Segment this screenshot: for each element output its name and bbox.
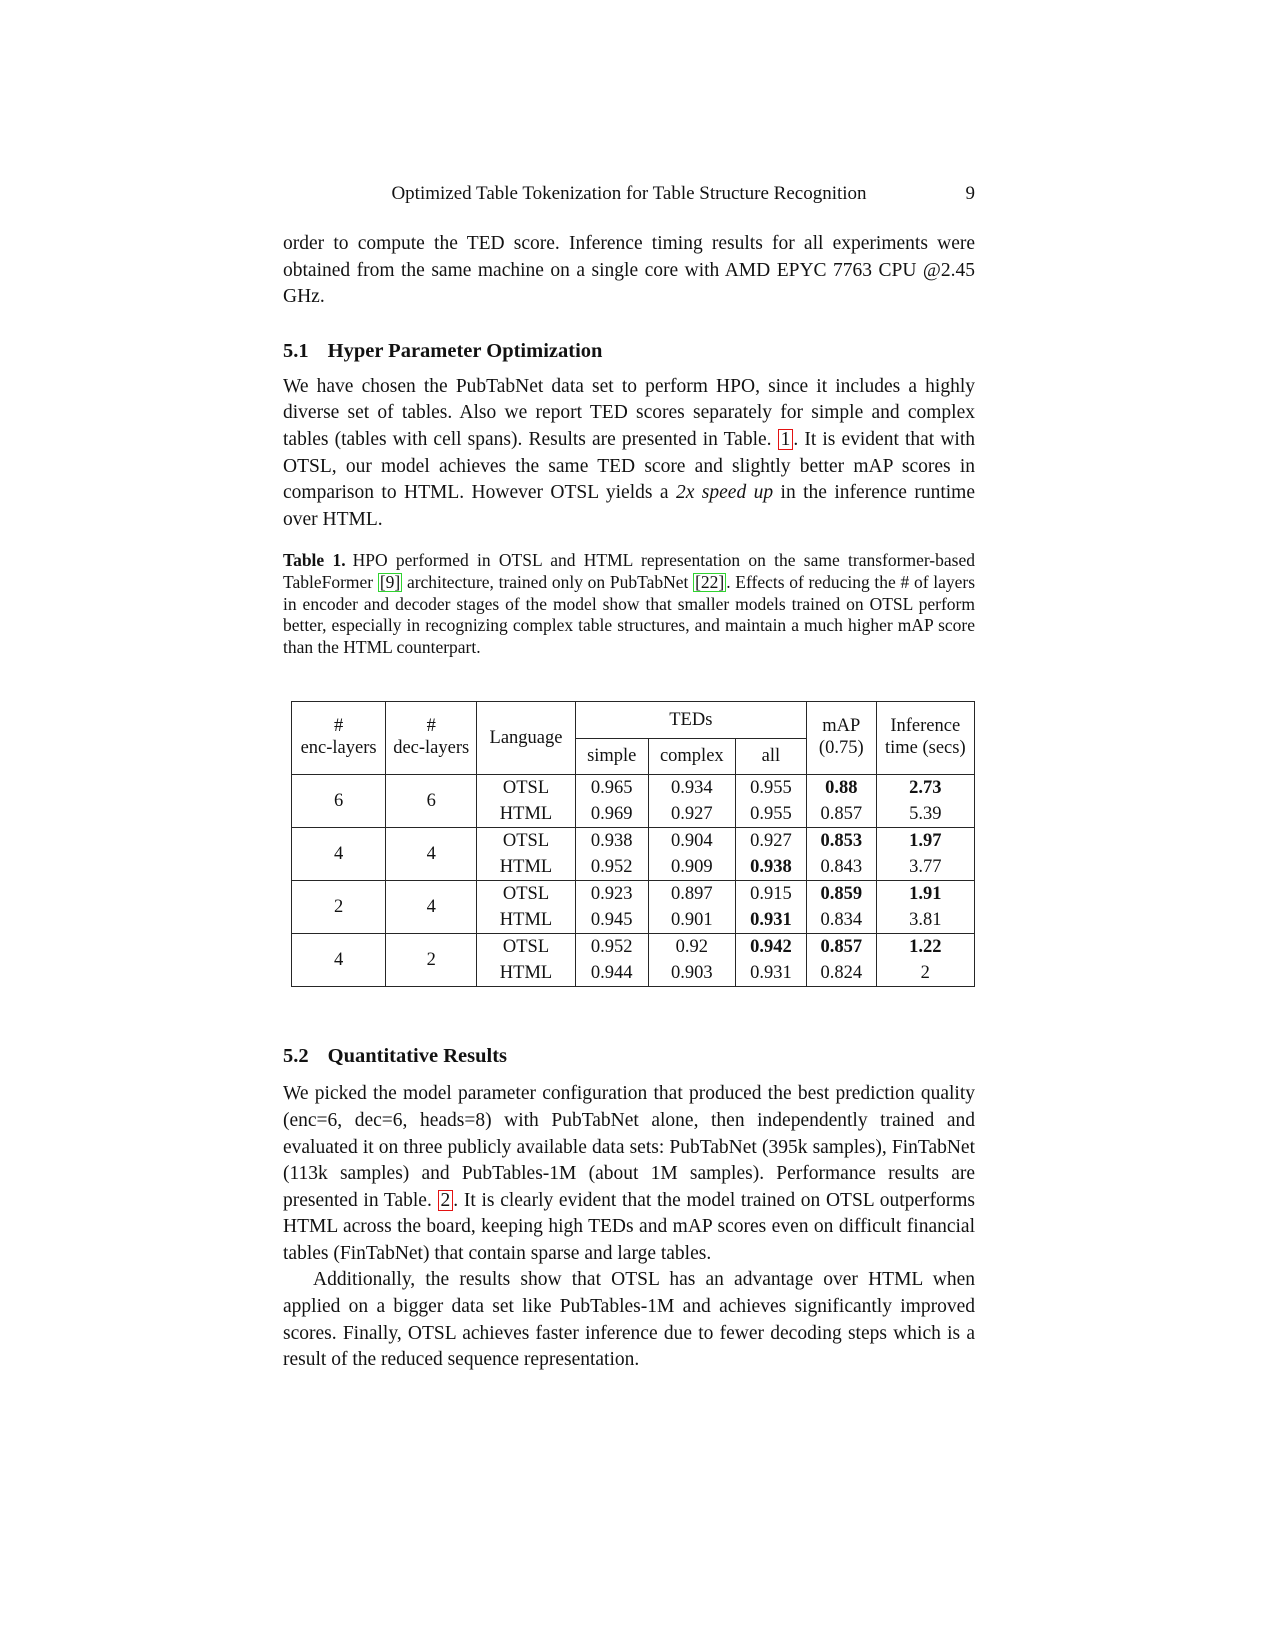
citation-link[interactable]: [9]: [379, 571, 401, 592]
col-header-map-line2: (0.75): [818, 738, 864, 759]
cell-simple: 0.965: [575, 775, 648, 802]
cell-simple: 0.945: [575, 907, 648, 934]
cell-complex: 0.909: [648, 854, 735, 881]
cell-all: 0.938: [735, 854, 806, 881]
col-header-map-line1: mAP: [822, 716, 861, 737]
section-5-2-title: Quantitative Results: [327, 1045, 507, 1068]
cell-dec-layers: 6: [386, 775, 477, 828]
table-1: [291, 701, 975, 987]
cell-all: 0.931: [735, 960, 806, 987]
col-header-dec-layers: [386, 702, 477, 775]
cell-language: OTSL: [477, 775, 575, 802]
cell-time: 1.91: [876, 881, 974, 908]
cell-complex: 0.92: [648, 934, 735, 961]
col-header-language: Language: [477, 702, 575, 775]
cell-map: 0.857: [806, 934, 876, 961]
cell-simple: 0.969: [575, 801, 648, 828]
cell-map: 0.834: [806, 907, 876, 934]
section-5-1-heading: [283, 338, 975, 364]
cell-time: 2: [876, 960, 974, 987]
cell-map: 0.843: [806, 854, 876, 881]
text-segment: architecture, trained only on PubTabNet: [402, 571, 694, 592]
section-5-1-title: Hyper Parameter Optimization: [327, 339, 603, 362]
cell-map: 0.824: [806, 960, 876, 987]
cell-map: 0.88: [806, 775, 876, 802]
col-header-teds-all: all: [735, 739, 806, 775]
cell-dec-layers: 4: [386, 828, 477, 881]
cell-map: 0.853: [806, 828, 876, 855]
cell-time: 5.39: [876, 801, 974, 828]
cell-simple: 0.923: [575, 881, 648, 908]
running-title: Optimized Table Tokenization for Table Structure Recognition: [391, 183, 867, 204]
cell-language: HTML: [477, 907, 575, 934]
text-segment: HPO performed in OTSL and HTML representation on the same transformer-based TableFormer: [283, 550, 975, 592]
citation-link[interactable]: [22]: [695, 571, 725, 592]
emphasized-text: 2x speed up: [675, 482, 774, 504]
cell-simple: 0.952: [575, 854, 648, 881]
cell-all: 0.931: [735, 907, 806, 934]
section-5-1-number: 5.1: [283, 339, 309, 362]
col-header-enc-line2: enc-layers: [300, 738, 377, 759]
col-header-dec-line1: #: [426, 716, 436, 737]
text-segment: . It is evident that with OTSL, our model achieves the same TED score and slightly better mAP scores in comparison to HTML. However OTSL yields a: [283, 428, 975, 504]
intro-paragraph: order to compute the TED score. Inference timing results for all experiments were obtained from the same machine on a single core with AMD EPYC 7763 CPU @2.45 GHz.: [283, 233, 975, 308]
col-header-enc-line1: #: [333, 716, 344, 737]
cell-map: 0.857: [806, 801, 876, 828]
col-header-teds: TEDs: [575, 702, 806, 739]
cell-simple: 0.938: [575, 828, 648, 855]
col-header-enc-layers: [292, 702, 386, 775]
cell-complex: 0.927: [648, 801, 735, 828]
cell-complex: 0.901: [648, 907, 735, 934]
table-ref-link[interactable]: 2: [438, 1190, 454, 1212]
table-1-caption-label: Table 1.: [283, 550, 346, 571]
cell-dec-layers: 4: [386, 881, 477, 934]
section-5-2-paragraph-1: [283, 1081, 975, 1267]
cell-dec-layers: 2: [386, 934, 477, 987]
col-header-inference-line1: Inference: [890, 716, 961, 737]
section-5-1-paragraph: [283, 374, 975, 534]
table-1-caption-text: [283, 550, 975, 656]
running-head: [283, 183, 975, 209]
cell-complex: 0.903: [648, 960, 735, 987]
section-5-2-heading: [283, 1043, 975, 1069]
cell-time: 1.97: [876, 828, 974, 855]
table-ref-link[interactable]: 1: [778, 429, 794, 451]
cell-all: 0.942: [735, 934, 806, 961]
cell-language: HTML: [477, 960, 575, 987]
cell-time: 3.77: [876, 854, 974, 881]
cell-map: 0.859: [806, 881, 876, 908]
col-header-inference: [876, 702, 974, 775]
cell-all: 0.955: [735, 801, 806, 828]
text-column: [283, 183, 975, 1374]
col-header-teds-complex: complex: [648, 739, 735, 775]
page-number: 9: [965, 183, 975, 204]
cell-complex: 0.897: [648, 881, 735, 908]
text-segment: We have chosen the PubTabNet data set to perform HPO, since it includes a highly diverse set of tables. Also we report TED scores separately for simple and complex tables (tables with cell spans). Results are presented in Table.: [283, 375, 975, 450]
col-header-dec-line2: dec-layers: [393, 738, 470, 759]
cell-enc-layers: 6: [292, 775, 386, 828]
cell-time: 2.73: [876, 775, 974, 802]
cell-simple: 0.944: [575, 960, 648, 987]
table-1-header: [292, 702, 975, 775]
text-segment: We picked the model parameter configuration that produced the best prediction quality (enc=6, dec=6, heads=8) with PubTabNet alone, then independently trained and evaluated it on three publicly available data sets: PubTabNet (395k samples), FinTabNet (113k samples) and PubTables-1M (about 1M samples). Performance results are presented in Table.: [283, 1083, 975, 1211]
col-header-map: [806, 702, 876, 775]
cell-enc-layers: 4: [292, 828, 386, 881]
cell-all: 0.927: [735, 828, 806, 855]
section-5-2-paragraph-2: Additionally, the results show that OTSL has an advantage over HTML when applied on a bigger data set like PubTables-1M and achieves significantly improved scores. Finally, OTSL achieves faster inference due to fewer decoding steps which is a result of the reduced sequence representation.: [283, 1269, 975, 1371]
table-row: [292, 881, 975, 908]
cell-enc-layers: 2: [292, 881, 386, 934]
cell-simple: 0.952: [575, 934, 648, 961]
cell-language: HTML: [477, 854, 575, 881]
cell-language: OTSL: [477, 934, 575, 961]
cell-complex: 0.904: [648, 828, 735, 855]
table-row: [292, 828, 975, 855]
cell-time: 1.22: [876, 934, 974, 961]
table-1-caption: [283, 550, 975, 658]
cell-all: 0.915: [735, 881, 806, 908]
cell-language: OTSL: [477, 828, 575, 855]
col-header-teds-simple: simple: [575, 739, 648, 775]
cell-time: 3.81: [876, 907, 974, 934]
cell-language: OTSL: [477, 881, 575, 908]
table-1-body: [292, 775, 975, 987]
text-segment: . Effects of reducing the # of layers in encoder and decoder stages of the model show that smaller models trained on OTSL perform better, especially in recognizing complex table structures, and maintain a much higher mAP score than the HTML counterpart.: [283, 571, 976, 657]
text-segment: . It is clearly evident that the model trained on OTSL outperforms HTML across the board, keeping high TEDs and mAP scores even on difficult financial tables (FinTabNet) that contain sparse and large tables.: [283, 1189, 976, 1264]
cell-all: 0.955: [735, 775, 806, 802]
text-segment: in the inference runtime over HTML.: [283, 482, 975, 530]
cell-enc-layers: 4: [292, 934, 386, 987]
col-header-inference-line2: time (secs): [884, 738, 966, 759]
cell-complex: 0.934: [648, 775, 735, 802]
table-row: [292, 775, 975, 802]
cell-language: HTML: [477, 801, 575, 828]
section-5-2-number: 5.2: [283, 1045, 309, 1068]
table-row: [292, 934, 975, 961]
